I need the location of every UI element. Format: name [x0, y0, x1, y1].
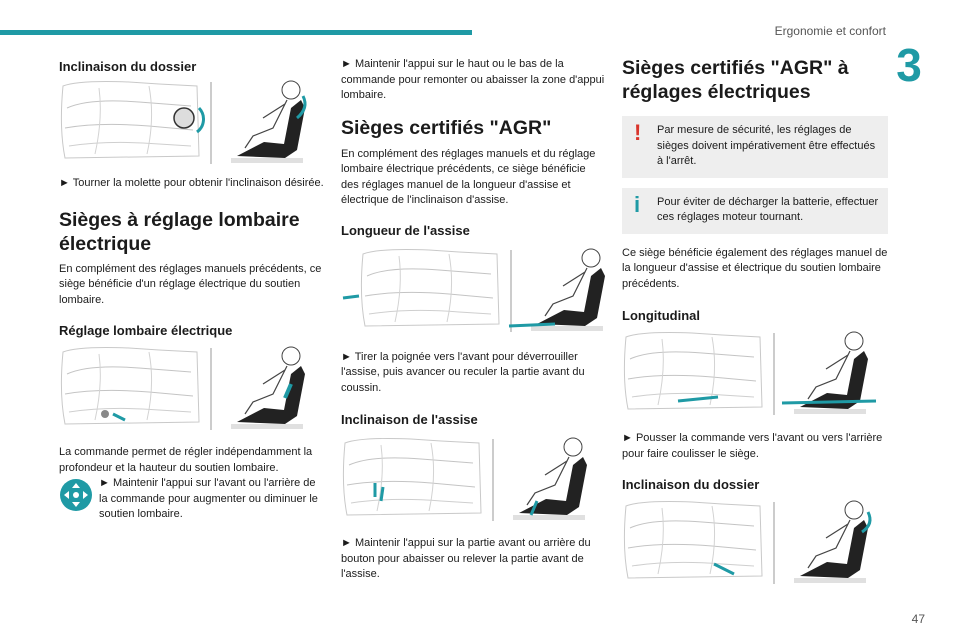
- heading-longitudinal: Longitudinal: [622, 308, 700, 323]
- instruction-pousser: ► Pousser la commande vers l'avant ou vers l'arrière pour faire coulisser le siège.: [622, 432, 883, 460]
- figure-seat-tilt: [341, 435, 606, 525]
- heading-lombaire: Sièges à réglage lombaire électrique: [59, 208, 300, 255]
- info-icon: i: [634, 191, 641, 217]
- column-middle: [341, 50, 606, 583]
- section-header: Ergonomie et confort: [774, 24, 886, 38]
- heading-inclinaison-dossier-elec: Inclinaison du dossier: [622, 477, 760, 492]
- heading-agr-electriques: Sièges certifiés "AGR" à réglages électriques: [622, 57, 849, 103]
- heading-longueur-assise: Longueur de l'assise: [341, 222, 470, 238]
- column-right: [622, 50, 888, 588]
- paragraph-agr: En complément des réglages manuels et du réglage lombaire électrique précédents, ce siège bénéficie des réglages manuel de la longueur d'assise et électrique de l'inclinaison d'assise.: [341, 147, 596, 206]
- heading-inclinaison-assise: Inclinaison de l'assise: [341, 412, 478, 427]
- paragraph-agr-electriques: Ce siège bénéficie également des réglages manuel de la longueur d'assise et électrique du soutien lombaire précédents.: [622, 246, 888, 290]
- seat-tilt-illustration: [341, 435, 601, 525]
- heading-reglage-lombaire: Réglage lombaire électrique: [59, 323, 233, 338]
- warning-icon: !: [634, 120, 642, 145]
- instruction-lombaire-block: [59, 476, 324, 523]
- info-text: Pour éviter de décharger la batterie, effectuer ces réglages moteur tournant.: [657, 195, 879, 223]
- page-number: 47: [911, 612, 925, 626]
- warning-note: [622, 116, 888, 178]
- four-way-control-icon: [59, 478, 93, 512]
- recline-electric-illustration: [622, 498, 884, 588]
- seat-recline-illustration: [59, 78, 319, 168]
- chapter-number: 3: [896, 39, 922, 91]
- instruction-molette: ► Tourner la molette pour obtenir l'inclinaison désirée.: [59, 177, 324, 189]
- header-accent-bar: [0, 30, 472, 35]
- instruction-poignee: ► Tirer la poignée vers l'avant pour déverrouiller l'assise, puis avancer ou reculer la partie avant du coussin.: [341, 350, 585, 394]
- paragraph-lombaire: En complément des réglages manuels précédents, ce siège bénéficie d'un réglage électrique du soutien lombaire.: [59, 262, 322, 306]
- instruction-haut-bas: ► Maintenir l'appui sur le haut ou le bas de la commande pour remonter ou abaisser la zone d'appui lombaire.: [341, 58, 605, 101]
- figure-lumbar: [59, 344, 324, 434]
- figure-recline-electric: [622, 498, 888, 588]
- heading-inclinaison-dossier: Inclinaison du dossier: [59, 59, 197, 74]
- seat-length-illustration: [341, 246, 606, 336]
- paragraph-commande: La commande permet de régler indépendamment la profondeur et la hauteur du soutien lombaire.: [59, 446, 313, 474]
- heading-agr: Sièges certifiés "AGR": [341, 116, 552, 139]
- figure-seat-length: [341, 246, 606, 336]
- longitudinal-illustration: [622, 329, 884, 419]
- figure-seat-recline: [59, 78, 324, 168]
- figure-longitudinal: [622, 329, 888, 419]
- lumbar-illustration: [59, 344, 319, 434]
- instruction-bouton: ► Maintenir l'appui sur la partie avant ou arrière du bouton pour abaisser ou relever la partie avant de l'assise.: [341, 537, 591, 580]
- column-left: [59, 50, 324, 523]
- info-note: [622, 188, 888, 234]
- warning-text: Par mesure de sécurité, les réglages de sièges doivent impérativement être effectués à l'arrêt.: [657, 124, 876, 167]
- instruction-maintenir-avant: ► Maintenir l'appui sur l'avant ou l'arrière de la commande pour augmenter ou diminuer le soutien lombaire.: [99, 477, 318, 520]
